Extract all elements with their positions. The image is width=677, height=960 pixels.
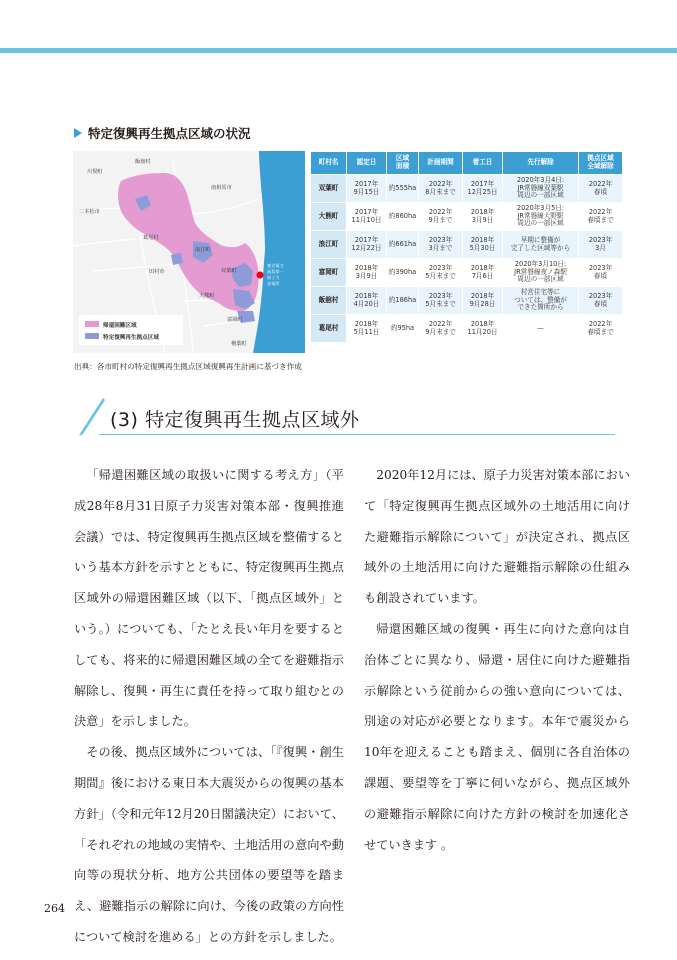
top-accent-bar — [0, 48, 677, 53]
base-zone-katsurao — [171, 253, 183, 265]
table-row — [311, 203, 623, 231]
body-paragraph: 「帰還困難区域の取扱いに関する考え方」（平成28年8月31日原子力災害対策本部・復興推進会議）では、特定復興再生拠点区域を整備するという基本方針を示すとともに、特定復興再生拠点区域外の帰還困難区域（以下、「拠点区域外」という。）についても、「たとえ長い年月を要するとしても、将来的に帰還困難区域の全てを避難指示解除し、復興・再生に責任を持って取り組むとの決意」を示しました。 — [74, 468, 344, 729]
cell-plan-period: 2023年 3月まで — [419, 231, 463, 259]
header-start-date: 着工日 — [463, 152, 503, 175]
body-paragraph: 帰還困難区域の復興・再生に向けた意向は自治体ごとに異なり、帰還・居住に向けた避難指示解除という従前からの強い意向については、別途の対応が必要となります。本年で震災から10年を迎えることも踏まえ、個別に各自治体の課題、要望等を丁寧に伺いながら、拠点区域外の避難指示解除に向けた方針の検討を加速化させていきます 。 — [364, 621, 630, 852]
legend-swatch-base — [85, 333, 99, 339]
table-row — [311, 259, 623, 287]
header-town: 町村名 — [311, 152, 347, 175]
table-row — [311, 231, 623, 259]
cell-approval-date: 2017年 9月15日 — [347, 175, 387, 203]
cell-start-date: 2018年 11月20日 — [463, 315, 503, 343]
cell-area: 約95ha — [387, 315, 419, 343]
page-number: 264 — [44, 902, 65, 915]
header-full-lift: 拠点区域 全域解除 — [579, 152, 623, 175]
cell-town: 大熊町 — [311, 203, 347, 231]
figure-source-note: 出典：各市町村の特定復興再生拠点区域復興再生計画に基づき作成 — [74, 362, 302, 371]
cell-area: 約661ha — [387, 231, 419, 259]
cell-approval-date: 2017年 11月10日 — [347, 203, 387, 231]
zones-table — [310, 151, 623, 343]
cell-full-lift: 2022年 春頃まで — [579, 203, 623, 231]
cell-start-date: 2018年 9月28日 — [463, 287, 503, 315]
table-row — [311, 287, 623, 315]
cell-advance-lift: 2020年3月5日: JR常磐線大野駅 周辺の一部区域 — [503, 203, 579, 231]
cell-advance-lift: 村営住宅等に ついては、整備が できた箇所から — [503, 287, 579, 315]
cell-advance-lift: — — [503, 315, 579, 343]
power-plant-marker-icon — [257, 272, 264, 279]
section-underline — [99, 434, 615, 435]
cell-full-lift: 2022年 春頃まで — [579, 315, 623, 343]
cell-advance-lift: 早期に整備が 完了した区域等から — [503, 231, 579, 259]
cell-approval-date: 2018年 4月20日 — [347, 287, 387, 315]
pen-stroke-icon — [75, 398, 109, 438]
cell-area: 約186ha — [387, 287, 419, 315]
plant-label-line2: 福島第一 — [267, 269, 284, 274]
cell-full-lift: 2023年 3月 — [579, 231, 623, 259]
header-approval-date: 認定日 — [347, 152, 387, 175]
plant-label-line4: 発電所 — [267, 281, 280, 286]
cell-start-date: 2017年 12月25日 — [463, 175, 503, 203]
cell-advance-lift: 2020年3月10日: JR常磐線夜ノ森駅 周辺の一部区域 — [503, 259, 579, 287]
header-plan-period: 計画期間 — [419, 152, 463, 175]
cell-town: 飯舘村 — [311, 287, 347, 315]
map-label-iitate: 飯舘村 — [135, 159, 151, 165]
cell-plan-period: 2022年 9月まで — [419, 203, 463, 231]
cell-town: 浪江町 — [311, 231, 347, 259]
table-row — [311, 175, 623, 203]
table-row — [311, 315, 623, 343]
cell-start-date: 2018年 5月30日 — [463, 231, 503, 259]
cell-approval-date: 2018年 5月11日 — [347, 315, 387, 343]
map-label-nihonmatsu: 二本松市 — [79, 209, 100, 215]
map-label-kawamata: 川俣町 — [87, 169, 103, 175]
body-column-left — [74, 460, 344, 953]
cell-full-lift: 2022年 春頃 — [579, 175, 623, 203]
cell-area: 約860ha — [387, 203, 419, 231]
body-paragraph: 2020年12月には、原子力災害対策本部において「特定復興再生拠点区域外の土地活用に向けた避難指示解除について」が決定され、拠点区域外の土地活用に向けた避難指示解除の仕組みも創設されています。 — [364, 468, 630, 606]
cell-start-date: 2018年 7月6日 — [463, 259, 503, 287]
figure-heading-text: 特定復興再生拠点区域の状況 — [88, 126, 251, 141]
body-column-right — [364, 460, 630, 860]
cell-area: 約390ha — [387, 259, 419, 287]
legend-swatch-difficult — [85, 321, 99, 327]
legend-label-base: 特定復興再生拠点区域 — [103, 335, 159, 341]
map-label-futaba: 双葉町 — [221, 268, 237, 274]
map-label-tamura: 田村市 — [149, 269, 165, 275]
cell-plan-period: 2023年 5月末まで — [419, 259, 463, 287]
cell-approval-date: 2018年 3月9日 — [347, 259, 387, 287]
map-legend — [79, 315, 183, 345]
zone-map — [73, 151, 305, 353]
map-label-tomioka: 富岡町 — [227, 317, 243, 323]
cell-plan-period: 2022年 8月末まで — [419, 175, 463, 203]
map-label-minamisoma: 南相馬市 — [211, 185, 232, 191]
plant-label-line3: 原子力 — [267, 275, 280, 280]
cell-approval-date: 2017年 12月22日 — [347, 231, 387, 259]
cell-area: 約555ha — [387, 175, 419, 203]
cell-plan-period: 2022年 9月末まで — [419, 315, 463, 343]
cell-town: 富岡町 — [311, 259, 347, 287]
map-label-namie: 浪江町 — [195, 247, 211, 253]
section-title: (3) 特定復興再生拠点区域外 — [110, 409, 360, 431]
body-paragraph: その後、拠点区域外については、「『復興・創生期間』後における東日本大震災からの復興の基本方針」（令和元年12月20日閣議決定）において、「それぞれの地域の実情や、土地活用の意向や動向等の現状分析、地方公共団体の要望等を踏まえ、避難指示の解除に向け、今後の政策の方向性について検討を進める」との方針を示しました。 — [74, 745, 344, 944]
header-area: 区域 面積 — [387, 152, 419, 175]
cell-full-lift: 2023年 春頃 — [579, 287, 623, 315]
map-label-okuma: 大熊町 — [199, 293, 215, 299]
header-advance-lift: 先行解除 — [503, 152, 579, 175]
section-heading — [75, 398, 595, 438]
cell-advance-lift: 2020年3月4日: JR常磐線双葉駅 周辺の一部区域 — [503, 175, 579, 203]
cell-plan-period: 2023年 5月末まで — [419, 287, 463, 315]
plant-label-line1: 東京電力 — [267, 263, 284, 268]
map-label-katsurao: 葛尾村 — [143, 235, 159, 241]
legend-label-difficult: 帰還困難区域 — [103, 323, 137, 329]
cell-town: 葛尾村 — [311, 315, 347, 343]
cell-town: 双葉町 — [311, 175, 347, 203]
cell-full-lift: 2023年 春頃 — [579, 259, 623, 287]
cell-start-date: 2018年 3月9日 — [463, 203, 503, 231]
map-label-naraha: 楢葉町 — [231, 341, 247, 347]
table-header-row — [311, 152, 623, 175]
triangle-bullet-icon — [74, 128, 82, 138]
figure-heading — [74, 125, 251, 141]
